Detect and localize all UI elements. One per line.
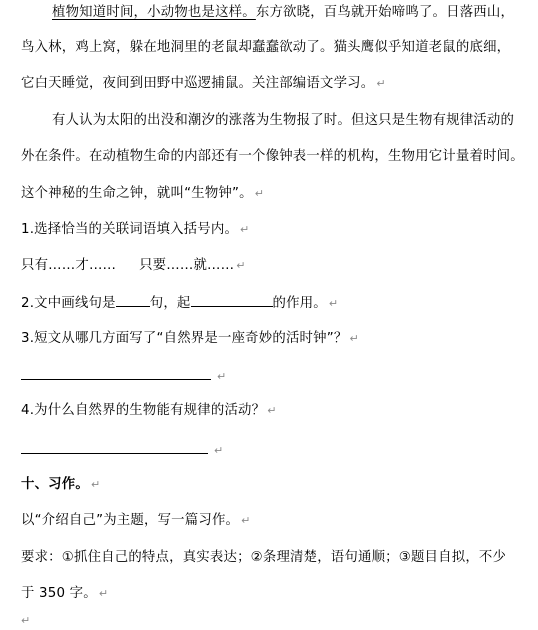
paragraph-mark-icon: ↵ bbox=[241, 514, 251, 527]
question-4-answer-line bbox=[21, 440, 223, 460]
question-3-answer-line bbox=[21, 366, 226, 386]
composition-topic bbox=[21, 512, 251, 530]
passage-text: 东方欲晓，百鸟就开始啼鸣了。日落西山， bbox=[255, 5, 515, 20]
question-text: 1.选择恰当的关联词语填入括号内。 bbox=[21, 222, 239, 237]
passage-text: 它白天睡觉，夜间到田野中巡逻捕鼠。关注部编语文学习。 bbox=[21, 76, 375, 91]
passage-text: 外在条件。在动植物生命的内部还有一个像钟表一样的机构，生物用它计量着时间。 bbox=[21, 149, 524, 164]
paragraph-mark-icon: ↵ bbox=[214, 444, 224, 457]
question-3 bbox=[21, 330, 359, 348]
paragraph-mark-icon: ↵ bbox=[267, 404, 277, 417]
passage-line-3 bbox=[21, 75, 386, 93]
passage-text: 有人认为太阳的出没和潮汐的涨落为生物报了时。但这只是生物有规律活动的 bbox=[52, 113, 515, 128]
option-a: 只有……才…… bbox=[21, 258, 117, 273]
passage-line-2 bbox=[21, 39, 510, 57]
paragraph-mark-icon: ↵ bbox=[217, 370, 227, 383]
option-b: 只要……就…… bbox=[139, 258, 235, 273]
paragraph-mark-icon: ↵ bbox=[328, 297, 339, 310]
question-text: 2.文中画线句是 bbox=[21, 296, 116, 311]
question-1-options bbox=[21, 257, 246, 275]
question-1 bbox=[21, 221, 249, 239]
paragraph-mark-icon: ↵ bbox=[236, 259, 246, 272]
question-text: 4.为什么自然界的生物能有规律的活动？ bbox=[21, 403, 266, 418]
paragraph-mark-icon: ↵ bbox=[349, 332, 359, 345]
question-text: 的作用。 bbox=[272, 296, 327, 311]
passage-line-6 bbox=[21, 185, 264, 203]
question-text: 3.短文从哪几方面写了“自然界是一座奇妙的活时钟”？ bbox=[21, 331, 348, 346]
passage-text: 这个神秘的生命之钟，就叫“生物钟”。 bbox=[21, 186, 253, 201]
composition-requirements-1 bbox=[21, 549, 506, 567]
requirements-text: 要求：①抓住自己的特点，真实表达；②条理清楚，语句通顺；③题目自拟，不少 bbox=[21, 550, 507, 565]
paragraph-mark-icon: ↵ bbox=[376, 77, 386, 90]
empty-paragraph bbox=[21, 612, 30, 630]
paragraph-mark-icon: ↵ bbox=[90, 478, 101, 491]
paragraph-mark-icon: ↵ bbox=[254, 187, 265, 200]
answer-blank[interactable] bbox=[191, 293, 273, 307]
passage-line-4 bbox=[52, 112, 514, 130]
underlined-sentence: 植物知道时间，小动物也是这样。 bbox=[52, 5, 256, 20]
answer-line[interactable] bbox=[21, 366, 211, 380]
passage-line-5 bbox=[21, 148, 524, 166]
question-2 bbox=[21, 293, 338, 313]
composition-heading bbox=[21, 476, 100, 494]
passage-text: 鸟入林，鸡上窝，躲在地洞里的老鼠却蠢蠢欲动了。猫头鹰似乎知道老鼠的底细， bbox=[21, 40, 511, 55]
paragraph-mark-icon: ↵ bbox=[98, 587, 109, 600]
question-text: 句，起 bbox=[149, 296, 191, 311]
question-4 bbox=[21, 402, 277, 420]
section-heading: 十、习作。 bbox=[21, 477, 89, 492]
paragraph-mark-icon: ↵ bbox=[21, 614, 31, 627]
answer-line[interactable] bbox=[21, 440, 208, 454]
requirements-text: 于 350 字。 bbox=[21, 586, 97, 601]
passage-line-1 bbox=[52, 4, 514, 22]
composition-requirements-2 bbox=[21, 585, 108, 603]
paragraph-mark-icon: ↵ bbox=[240, 223, 250, 236]
topic-text: 以“介绍自己”为主题，写一篇习作。 bbox=[21, 513, 240, 528]
answer-blank[interactable] bbox=[116, 293, 150, 307]
